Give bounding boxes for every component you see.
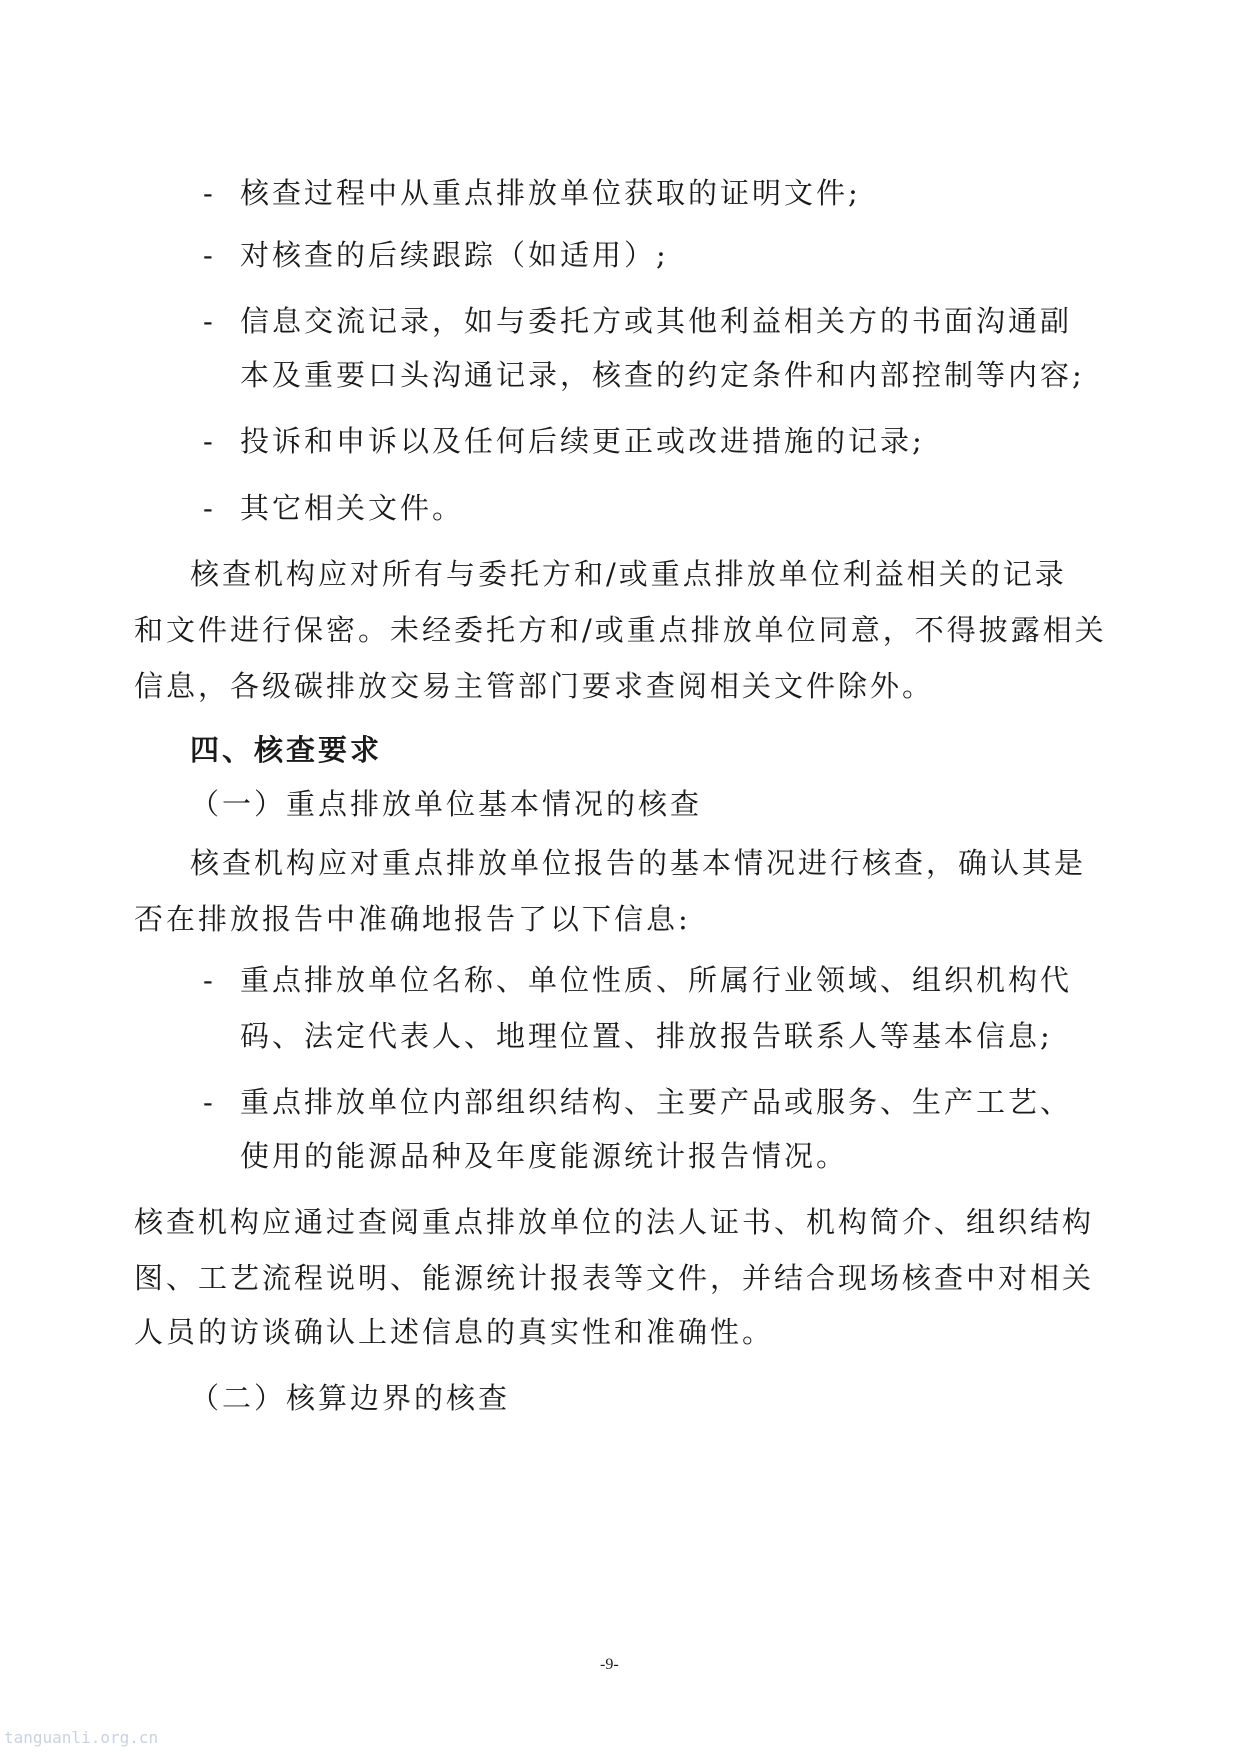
bullet-text: 其它相关文件。	[240, 491, 465, 525]
bullet-text: 对核查的后续跟踪（如适用）;	[240, 238, 669, 272]
paragraph-line: 核查机构应对所有与委托方和/或重点排放单位利益相关的记录	[190, 557, 1067, 591]
paragraph-line: 信息，各级碳排放交易主管部门要求查阅相关文件除外。	[134, 669, 935, 703]
paragraph-line: 和文件进行保密。未经委托方和/或重点排放单位同意，不得披露相关	[134, 613, 1107, 647]
bullet-text: 重点排放单位名称、单位性质、所属行业领域、组织机构代	[240, 963, 1073, 997]
bullet-text: 码、法定代表人、地理位置、排放报告联系人等基本信息;	[240, 1019, 1053, 1053]
bullet-dash: -	[203, 963, 213, 997]
bullet-text: 本及重要口头沟通记录，核查的约定条件和内部控制等内容;	[240, 358, 1085, 392]
bullet-text: 投诉和申诉以及任何后续更正或改进措施的记录;	[240, 424, 925, 458]
watermark: tanguanli.org.cn	[4, 1728, 159, 1747]
sub-heading: （一）重点排放单位基本情况的核查	[190, 787, 703, 821]
section-heading: 四、核查要求	[190, 733, 383, 767]
bullet-text: 信息交流记录，如与委托方或其他利益相关方的书面沟通副	[240, 304, 1073, 338]
bullet-dash: -	[203, 176, 213, 210]
bullet-dash: -	[203, 238, 213, 272]
paragraph-line: 核查机构应通过查阅重点排放单位的法人证书、机构简介、组织结构	[134, 1205, 1095, 1239]
bullet-text: 使用的能源品种及年度能源统计报告情况。	[240, 1139, 849, 1173]
bullet-text: 重点排放单位内部组织结构、主要产品或服务、生产工艺、	[240, 1085, 1073, 1119]
paragraph-line: 人员的访谈确认上述信息的真实性和准确性。	[134, 1315, 775, 1349]
paragraph-line: 核查机构应对重点排放单位报告的基本情况进行核查，确认其是	[190, 846, 1087, 880]
bullet-dash: -	[203, 424, 213, 458]
paragraph-line: 否在排放报告中准确地报告了以下信息:	[134, 902, 691, 936]
bullet-dash: -	[203, 1085, 213, 1119]
bullet-dash: -	[203, 491, 213, 525]
bullet-dash: -	[203, 304, 213, 338]
sub-heading: （二）核算边界的核查	[190, 1381, 511, 1415]
page-number: -9-	[600, 1656, 619, 1673]
paragraph-line: 图、工艺流程说明、能源统计报表等文件，并结合现场核查中对相关	[134, 1261, 1095, 1295]
bullet-text: 核查过程中从重点排放单位获取的证明文件;	[240, 176, 861, 210]
